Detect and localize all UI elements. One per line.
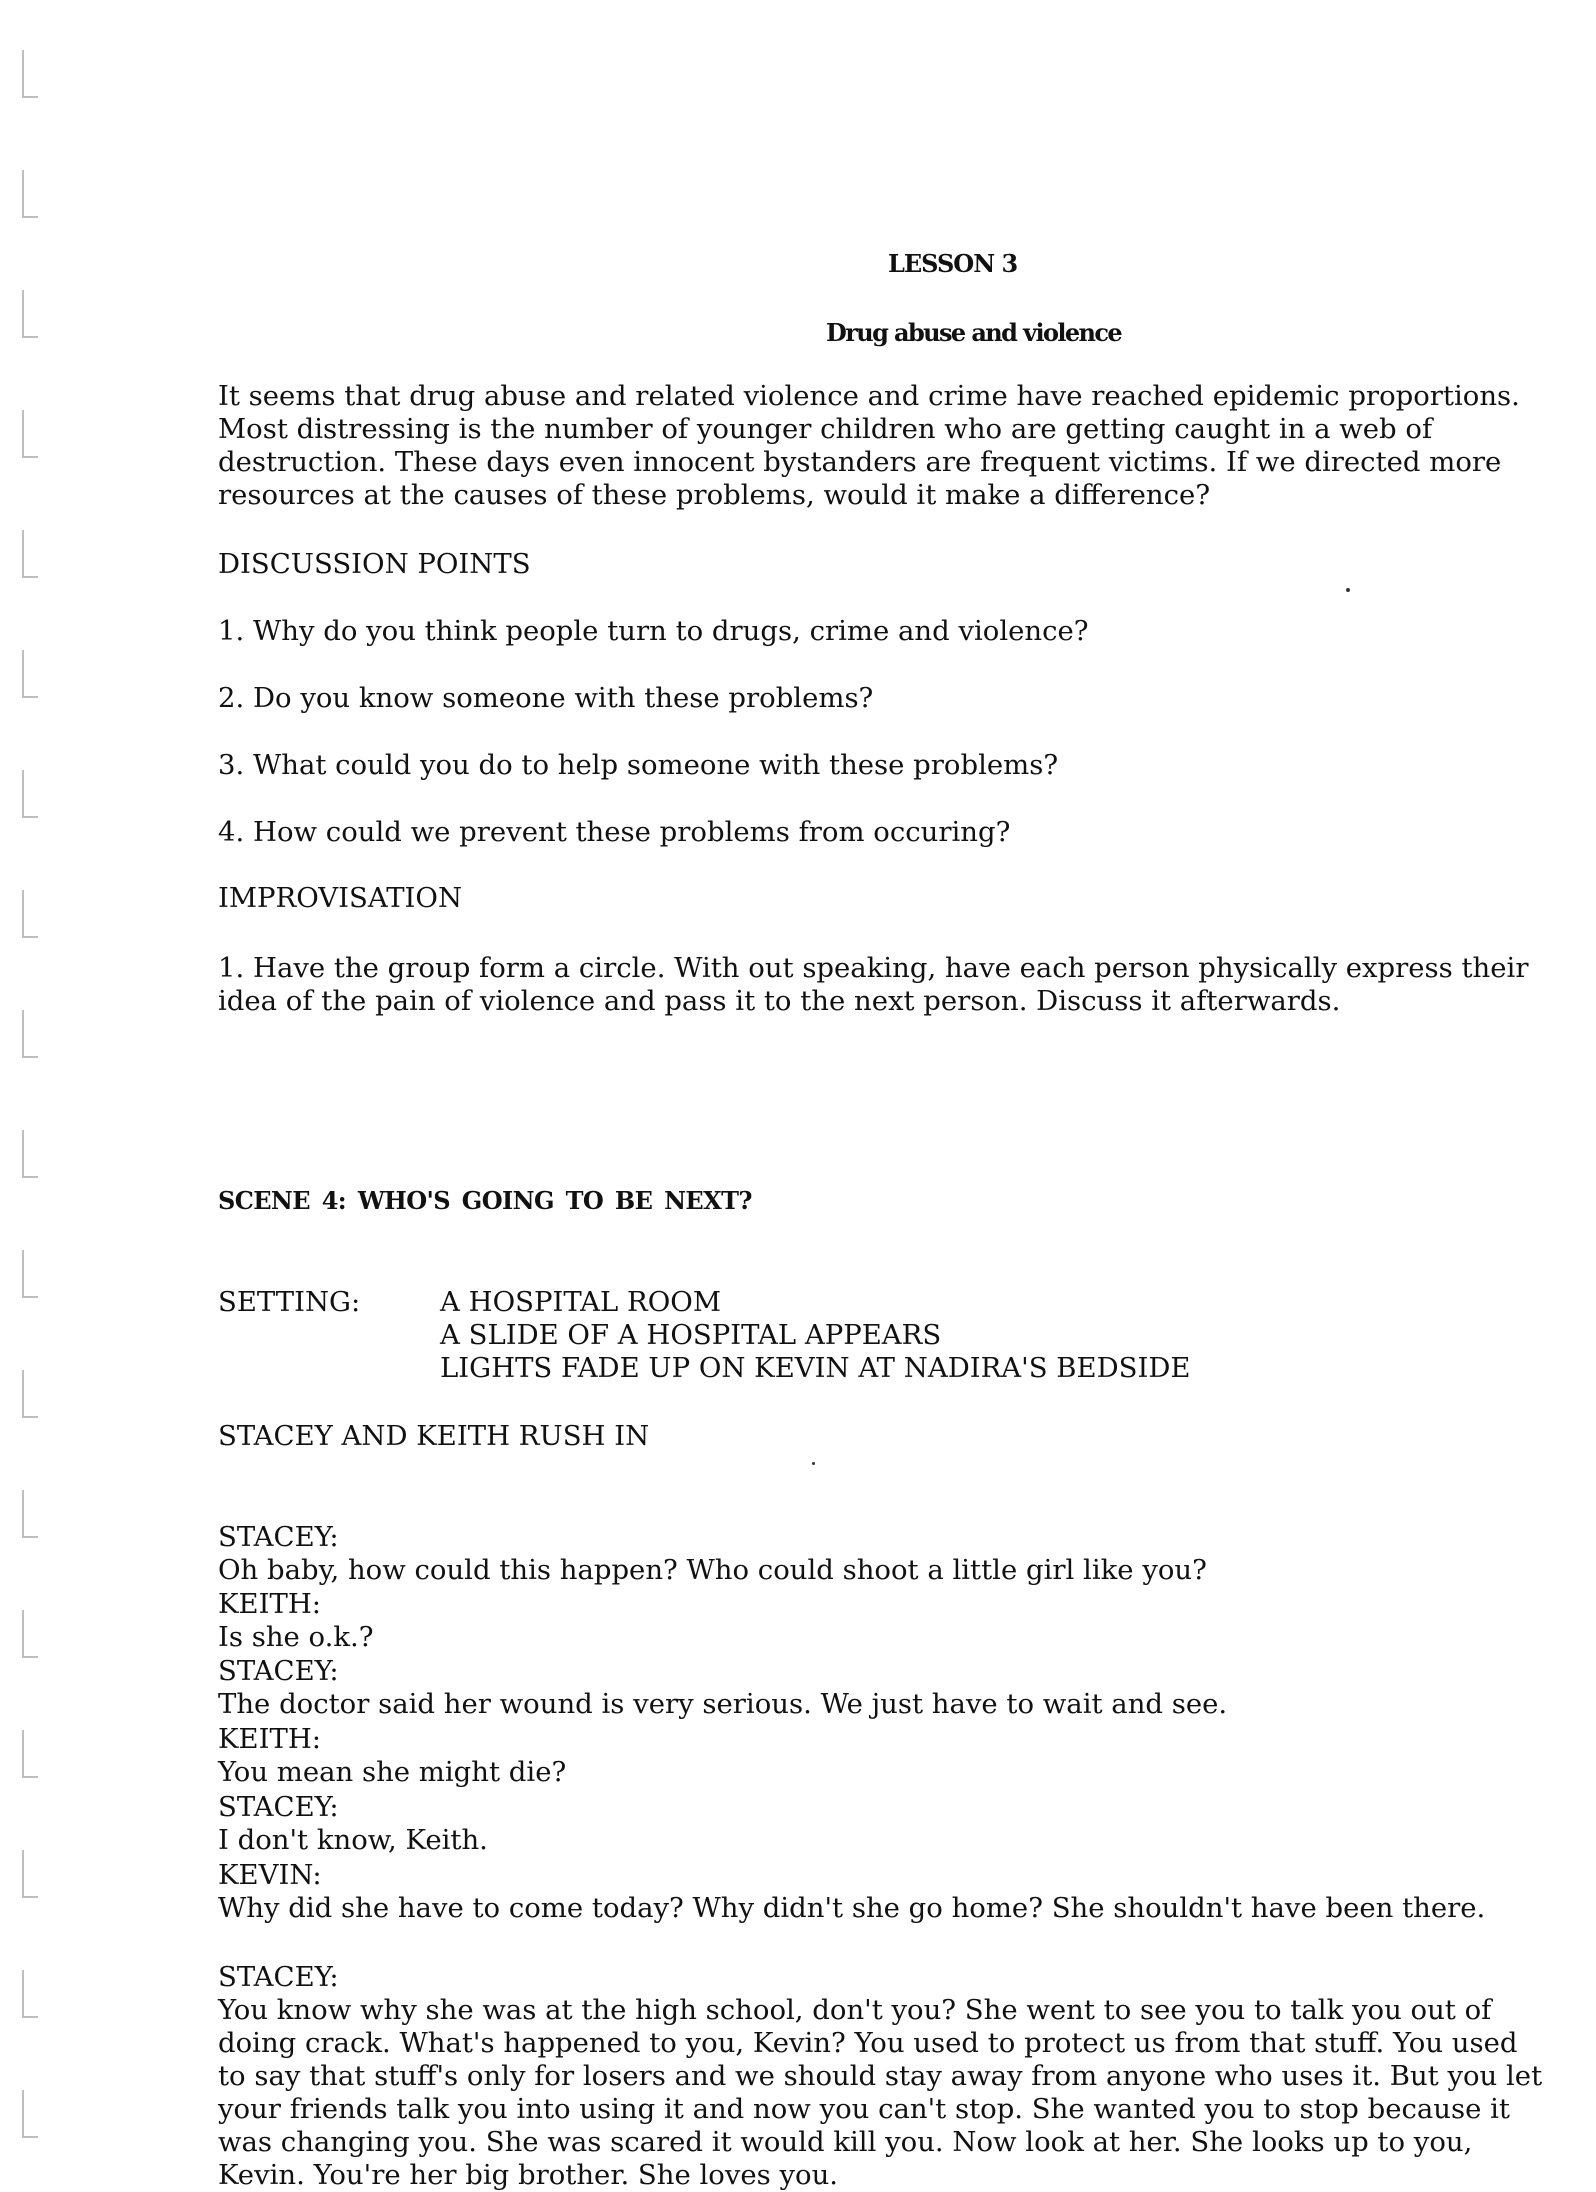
improvisation-heading: IMPROVISATION — [218, 882, 463, 914]
setting-line: A SLIDE OF A HOSPITAL APPEARS — [440, 1319, 942, 1351]
discussion-heading: DISCUSSION POINTS — [218, 548, 531, 580]
discussion-point: 1. Why do you think people turn to drugs, crime and violence? — [218, 615, 1089, 647]
line-text: The doctor said her wound is very serious. We just have to wait and see. — [218, 1688, 1228, 1720]
setting-line: A HOSPITAL ROOM — [440, 1286, 721, 1318]
lesson-title: LESSON 3 — [888, 249, 1018, 278]
discussion-point: 4. How could we prevent these problems from occuring? — [218, 816, 1011, 848]
stage-direction: STACEY AND KEITH RUSH IN — [218, 1420, 650, 1452]
setting-label: SETTING: — [218, 1286, 361, 1318]
line-text: I don't know, Keith. — [218, 1824, 488, 1856]
scan-speck — [812, 1462, 815, 1465]
speaker-name: STACEY: — [218, 1521, 339, 1553]
speaker-name: STACEY: — [218, 1791, 339, 1823]
speaker-name: KEVIN: — [218, 1859, 322, 1891]
line-text: You mean she might die? — [218, 1756, 567, 1788]
discussion-point: 3. What could you do to help someone with these problems? — [218, 749, 1059, 781]
discussion-point: 2. Do you know someone with these problems? — [218, 682, 874, 714]
line-text: Oh baby, how could this happen? Who could shoot a little girl like you? — [218, 1554, 1207, 1586]
line-text: Why did she have to come today? Why didn't she go home? She shouldn't have been there. — [218, 1892, 1486, 1924]
line-text: You know why she was at the high school, don't you? She went to see you to talk you out of doing crack. What's happened to you, Kevin? You used to protect us from that stuff. You used to say that stuff's only for losers and we should stay away from anyone who uses it. But you let your friends talk you into using it and now you can't stop. She wanted you to stop because it was changing you. She was scared it would kill you. Now look at her. She looks up to you, Kevin. You're her big brother. She loves you. — [218, 1994, 1543, 2191]
dialogue-line — [218, 1928, 1548, 2192]
dialogue-line — [218, 1826, 1548, 1925]
speaker-name: STACEY: — [218, 1655, 339, 1687]
improvisation-item: 1. Have the group form a circle. With out speaking, have each person physically express their idea of the pain of violence and pass it to the next person. Discuss it afterwards. — [218, 952, 1529, 1017]
setting-line: LIGHTS FADE UP ON KEVIN AT NADIRA'S BEDSIDE — [440, 1352, 1191, 1384]
speaker-name: KEITH: — [218, 1723, 322, 1755]
intro-paragraph: It seems that drug abuse and related violence and crime have reached epidemic proportions. Most distressing is the number of younger children who are getting caught in a web of destruction. These days even innocent bystanders are frequent victims. If we directed more resources at the causes of these problems, would it make a difference? — [218, 380, 1520, 511]
line-text: Is she o.k.? — [218, 1621, 374, 1653]
speaker-name: STACEY: — [218, 1961, 339, 1993]
scan-speck — [1346, 588, 1350, 592]
scene-title: SCENE 4: WHO'S GOING TO BE NEXT? — [218, 1186, 752, 1215]
binding-marks — [22, 40, 52, 2160]
lesson-subtitle: Drug abuse and violence — [826, 318, 1122, 347]
speaker-name: KEITH: — [218, 1588, 322, 1620]
setting-lines — [440, 1286, 1340, 1385]
